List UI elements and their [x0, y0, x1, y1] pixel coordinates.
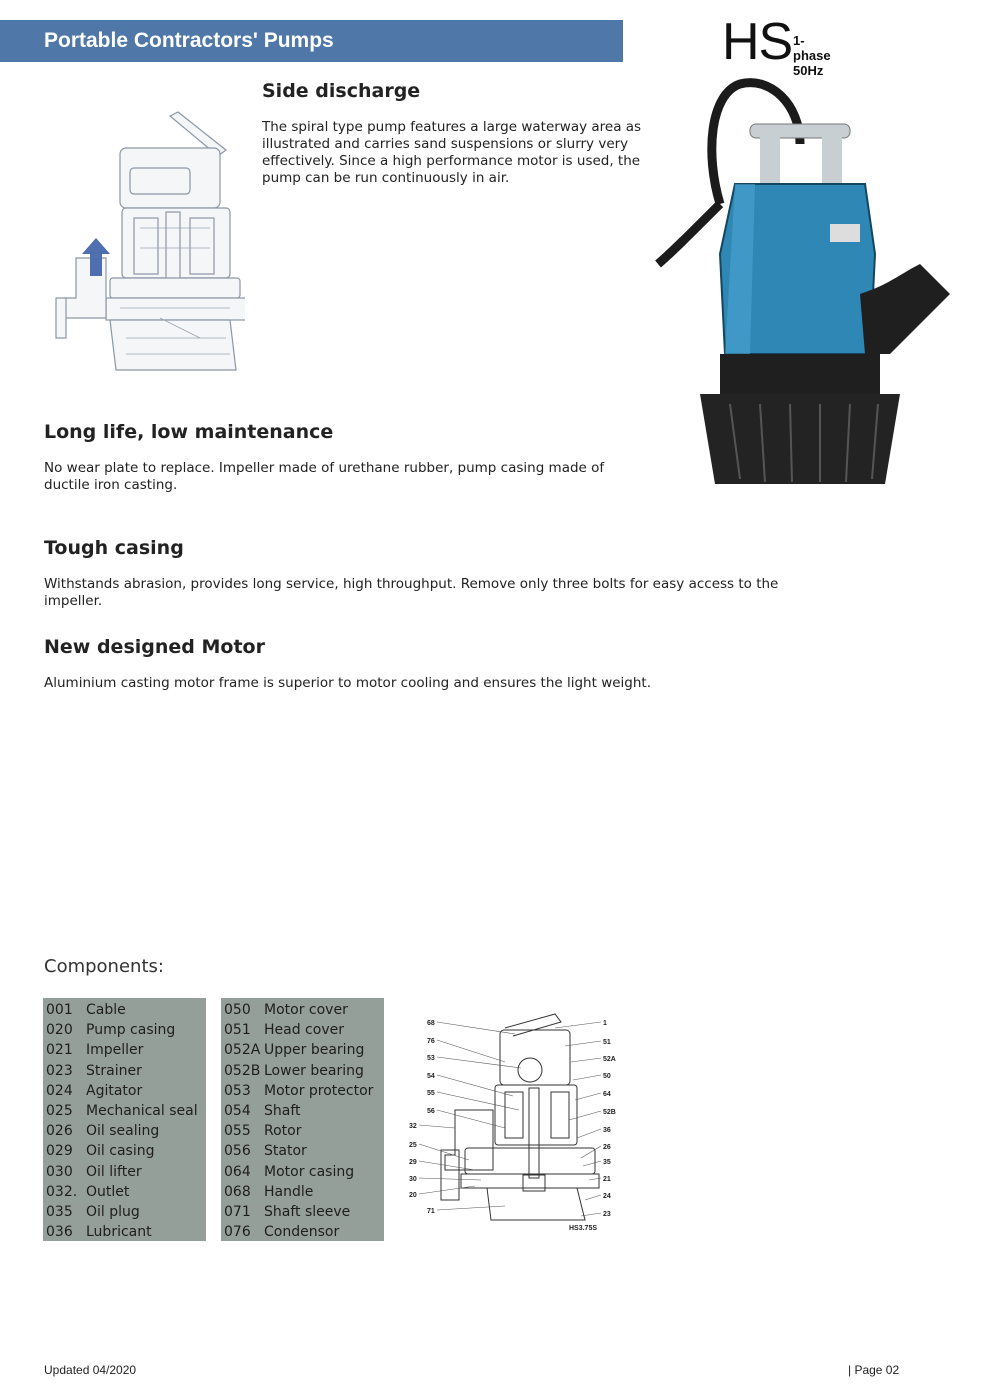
component-row: [43, 1000, 206, 1020]
component-code: 032.: [46, 1183, 78, 1200]
diagram-label-right: 21: [603, 1176, 611, 1183]
section-heading-tough-casing: Tough casing: [44, 537, 184, 559]
diagram-label-left: 53: [427, 1055, 435, 1062]
component-row: [43, 1081, 206, 1101]
component-name: Upper bearing: [264, 1042, 365, 1059]
component-name: Cable: [86, 1002, 126, 1019]
component-code: 052A: [224, 1042, 261, 1059]
component-row: [221, 1101, 384, 1121]
section-heading-motor: New designed Motor: [44, 636, 265, 658]
diagram-label-right: 26: [603, 1144, 611, 1151]
page-title-bar: [0, 20, 623, 62]
diagram-label-right: 23: [603, 1211, 611, 1218]
section-text-long-life: No wear plate to replace. Impeller made of urethane rubber, pump casing made of ductile iron casting.: [44, 460, 605, 493]
component-row: [221, 1222, 384, 1242]
section-heading-long-life: Long life, low maintenance: [44, 421, 334, 443]
component-code: 076: [224, 1224, 251, 1241]
diagram-label-left: 55: [427, 1090, 435, 1097]
model-phase: 1-phase: [793, 33, 831, 63]
model-badge: [722, 13, 831, 78]
diagram-label-right: 36: [603, 1127, 611, 1134]
component-code: 050: [224, 1002, 251, 1019]
component-row: [221, 1141, 384, 1161]
component-row: [221, 1081, 384, 1101]
side-discharge-illustration: [50, 108, 245, 378]
component-name: Oil sealing: [86, 1123, 160, 1140]
component-name: Head cover: [264, 1022, 344, 1039]
component-row: [221, 1202, 384, 1222]
component-name: Shaft sleeve: [264, 1203, 351, 1220]
component-code: 025: [46, 1103, 73, 1120]
diagram-label-right: 35: [603, 1159, 611, 1166]
diagram-label-left: 29: [409, 1159, 417, 1166]
component-name: Impeller: [86, 1042, 144, 1059]
component-row: [43, 1040, 206, 1060]
diagram-label-right: 24: [603, 1193, 611, 1200]
component-name: Oil plug: [86, 1203, 140, 1220]
component-code: 064: [224, 1163, 251, 1180]
component-row: [221, 1121, 384, 1141]
component-name: Agitator: [86, 1082, 143, 1099]
component-name: Motor cover: [264, 1002, 348, 1019]
component-row: [221, 1162, 384, 1182]
diagram-label-left: 76: [427, 1038, 435, 1045]
component-code: 035: [46, 1203, 73, 1220]
component-row: [221, 1020, 384, 1040]
component-name: Rotor: [264, 1123, 302, 1140]
component-name: Oil lifter: [86, 1163, 142, 1180]
model-code: HS: [722, 13, 793, 71]
components-table-left: [43, 998, 206, 1241]
component-row: [43, 1101, 206, 1121]
component-row: [221, 1061, 384, 1081]
component-name: Outlet: [86, 1183, 130, 1200]
component-row: [43, 1121, 206, 1141]
component-code: 001: [46, 1002, 73, 1019]
section-text-tough-casing: Withstands abrasion, provides long service, high throughput. Remove only three bolts for easy access to the impeller.: [44, 576, 779, 609]
pump-photo: [650, 64, 965, 504]
diagram-label-right: 50: [603, 1073, 611, 1080]
component-name: Mechanical seal: [86, 1103, 198, 1120]
section-text-motor: Aluminium casting motor frame is superior to motor cooling and ensures the light weight.: [44, 675, 652, 691]
diagram-caption: HS3.75S: [569, 1225, 598, 1232]
component-code: 068: [224, 1183, 251, 1200]
diagram-label-left: 71: [427, 1208, 435, 1215]
model-frequency: 50Hz: [793, 63, 824, 78]
footer-updated: Updated 04/2020: [44, 1363, 137, 1377]
component-code: 071: [224, 1203, 251, 1220]
component-name: Motor protector: [264, 1082, 374, 1099]
component-code: 026: [46, 1123, 73, 1140]
component-row: [43, 1141, 206, 1161]
component-row: [43, 1202, 206, 1222]
diagram-label-right: 51: [603, 1039, 611, 1046]
section-heading-side-discharge: Side discharge: [262, 80, 421, 102]
component-name: Handle: [264, 1183, 314, 1200]
component-row: [221, 1040, 384, 1060]
page-title: Portable Contractors' Pumps: [44, 29, 334, 52]
component-row: [221, 1182, 384, 1202]
section-text-side-discharge: The spiral type pump features a large waterway area as illustrated and carries sand suspensions or slurry very effectively. Since a high performance motor is used, the pump can be run continuously in air.: [262, 119, 642, 186]
component-name: Shaft: [264, 1103, 301, 1120]
component-code: 036: [46, 1224, 73, 1241]
components-table-right: [221, 998, 384, 1241]
diagram-label-left: 25: [409, 1142, 417, 1149]
component-diagram: [405, 1010, 625, 1235]
component-name: Stator: [264, 1143, 307, 1160]
component-name: Motor casing: [264, 1163, 355, 1180]
component-code: 052B: [224, 1062, 261, 1079]
component-name: Condensor: [264, 1224, 340, 1241]
component-code: 029: [46, 1143, 73, 1160]
component-code: 055: [224, 1123, 251, 1140]
diagram-label-right: 52A: [603, 1056, 616, 1063]
component-code: 024: [46, 1082, 73, 1099]
component-name: Lower bearing: [264, 1062, 364, 1079]
diagram-label-right: 1: [603, 1020, 607, 1027]
component-code: 023: [46, 1062, 73, 1079]
diagram-label-right: 64: [603, 1091, 611, 1098]
component-row: [43, 1061, 206, 1081]
diagram-label-left: 68: [427, 1020, 435, 1027]
component-row: [43, 1162, 206, 1182]
footer-page-number: | Page 02: [848, 1363, 900, 1377]
component-row: [43, 1020, 206, 1040]
diagram-label-right: 52B: [603, 1109, 616, 1116]
diagram-label-left: 20: [409, 1192, 417, 1199]
component-row: [43, 1182, 206, 1202]
diagram-label-left: 32: [409, 1123, 417, 1130]
component-code: 053: [224, 1082, 251, 1099]
component-row: [43, 1222, 206, 1242]
component-row: [221, 1000, 384, 1020]
diagram-label-left: 56: [427, 1108, 435, 1115]
component-code: 030: [46, 1163, 73, 1180]
component-code: 051: [224, 1022, 251, 1039]
component-code: 020: [46, 1022, 73, 1039]
component-name: Oil casing: [86, 1143, 155, 1160]
component-name: Lubricant: [86, 1224, 152, 1241]
diagram-label-left: 30: [409, 1176, 417, 1183]
components-heading: Components:: [44, 956, 164, 977]
component-name: Pump casing: [86, 1022, 176, 1039]
component-name: Strainer: [86, 1062, 142, 1079]
component-code: 021: [46, 1042, 73, 1059]
component-code: 054: [224, 1103, 251, 1120]
diagram-label-left: 54: [427, 1073, 435, 1080]
component-code: 056: [224, 1143, 251, 1160]
